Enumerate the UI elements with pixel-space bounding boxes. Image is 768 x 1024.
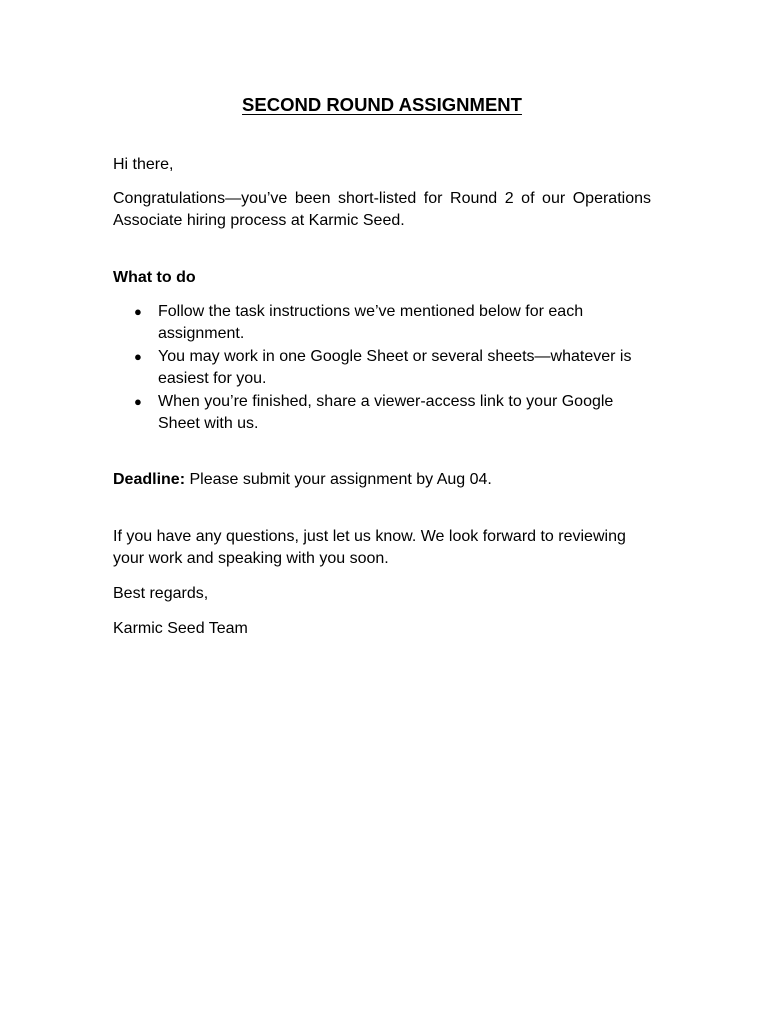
- list-item-text: When you’re finished, share a viewer-access link to your Google Sheet with us.: [158, 393, 614, 432]
- list-item-text: Follow the task instructions we’ve mentioned below for each assignment.: [158, 303, 584, 342]
- what-to-do-heading: What to do: [113, 269, 196, 286]
- deadline-paragraph: [113, 469, 651, 491]
- list-item-text: You may work in one Google Sheet or several sheets—whatever is easiest for you.: [158, 348, 632, 387]
- document-title: SECOND ROUND ASSIGNMENT: [242, 94, 522, 115]
- greeting-text: Hi there,: [113, 156, 174, 173]
- regards-text: Best regards,: [113, 585, 209, 602]
- list-item: [113, 301, 651, 345]
- list-item: [113, 346, 651, 390]
- bullet-icon: ●: [134, 304, 142, 319]
- questions-paragraph: If you have any questions, just let us know. We look forward to reviewing your work and speaking with you soon.: [113, 528, 626, 567]
- bullet-icon: ●: [134, 349, 142, 364]
- bullet-icon: ●: [134, 394, 142, 409]
- document-page: [113, 93, 651, 640]
- intro-paragraph: Congratulations—you’ve been short-listed for Round 2 of our Operations Associate hiring process at Karmic Seed.: [113, 190, 651, 229]
- instructions-list: [113, 301, 651, 435]
- deadline-text: Please submit your assignment by Aug 04.: [185, 471, 492, 488]
- list-item: [113, 391, 651, 435]
- deadline-label: Deadline:: [113, 471, 186, 488]
- signature-text: Karmic Seed Team: [113, 620, 248, 637]
